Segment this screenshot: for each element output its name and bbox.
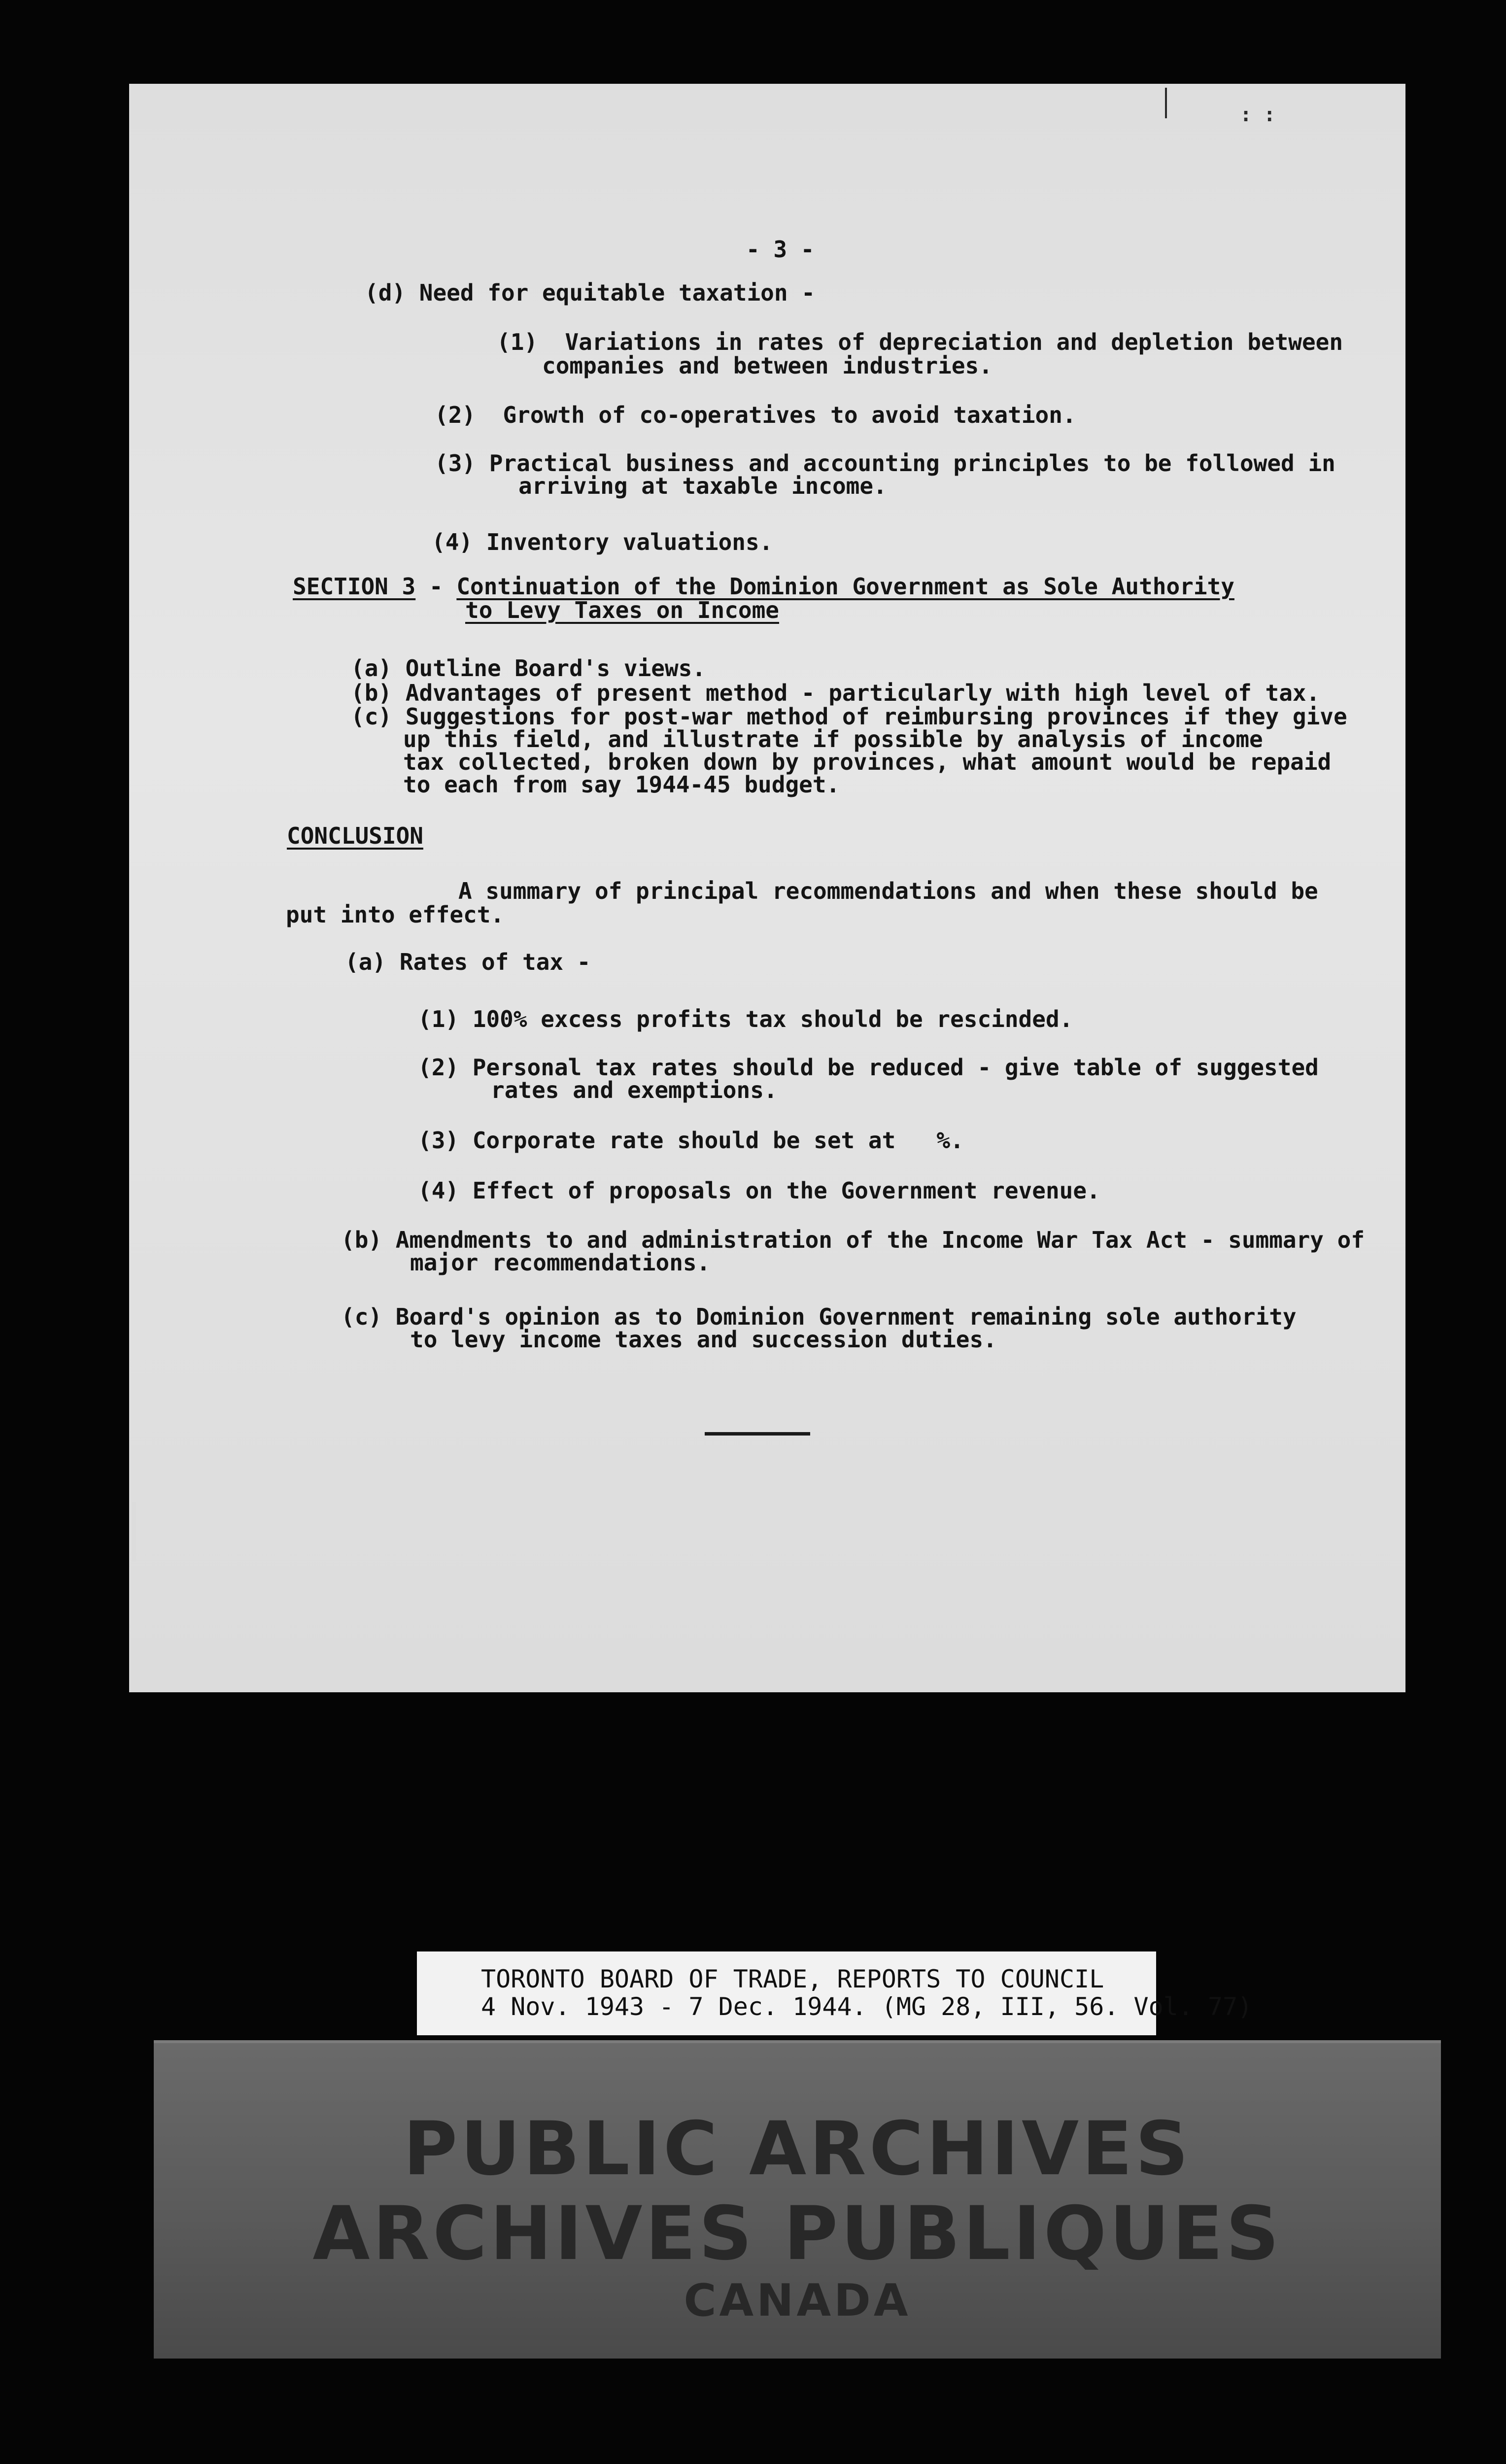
- text-line: (2) Growth of co-operatives to avoid taxation.: [435, 402, 1076, 428]
- conclusion-heading: CONCLUSION: [287, 822, 423, 849]
- archive-caption-label: [417, 1951, 1253, 2035]
- text-line: up this field, and illustrate if possible by analysis of income: [403, 726, 1263, 753]
- text-line: (3) Corporate rate should be set at %.: [418, 1127, 964, 1154]
- section-3-label: SECTION 3: [293, 573, 416, 600]
- section-3-dash: -: [415, 573, 457, 600]
- text-line: (4) Effect of proposals on the Government revenue.: [418, 1177, 1100, 1204]
- archives-stamp-band: [154, 2040, 1441, 2359]
- section-3-heading: [293, 574, 1234, 599]
- text-line: rates and exemptions.: [491, 1077, 778, 1103]
- closing-rule: [705, 1432, 810, 1436]
- text-line: major recommendations.: [410, 1249, 711, 1276]
- page-number: - 3 -: [746, 236, 815, 263]
- text-line: (a) Rates of tax -: [345, 949, 591, 975]
- stamp-line-3: CANADA: [684, 2275, 911, 2327]
- section-3-title-continued: to Levy Taxes on Income: [465, 597, 779, 623]
- text-line: (c) Board's opinion as to Dominion Government remaining sole authority: [341, 1303, 1297, 1330]
- text-line: to each from say 1944-45 budget.: [403, 771, 840, 798]
- text-line: (1) 100% excess profits tax should be rescinded.: [418, 1006, 1073, 1032]
- corner-marks: : :: [1240, 103, 1276, 126]
- text-line: (1) Variations in rates of depreciation and depletion between: [497, 329, 1343, 355]
- stamp-line-1: PUBLIC ARCHIVES: [403, 2106, 1192, 2192]
- text-line: A summary of principal recommendations and when these should be: [458, 878, 1318, 904]
- text-line: put into effect.: [286, 901, 505, 928]
- text-line: (d) Need for equitable taxation -: [365, 279, 815, 306]
- document-page: [129, 84, 1405, 1692]
- text-line: (3) Practical business and accounting principles to be followed in: [435, 450, 1335, 477]
- text-line: (b) Amendments to and administration of the Income War Tax Act - summary of: [341, 1227, 1365, 1253]
- text-line: (4) Inventory valuations.: [432, 529, 773, 555]
- text-line: companies and between industries.: [542, 352, 993, 379]
- text-line: (c) Suggestions for post-war method of reimbursing provinces if they give: [351, 703, 1347, 730]
- text-line: arriving at taxable income.: [518, 473, 887, 499]
- text-line: (a) Outline Board's views.: [351, 655, 706, 682]
- text-line: to levy income taxes and succession duties.: [410, 1326, 997, 1353]
- text-line: tax collected, broken down by provinces, what amount would be repaid: [403, 749, 1332, 775]
- stamp-line-2: ARCHIVES PUBLIQUES: [312, 2191, 1282, 2277]
- text-line: (b) Advantages of present method - particularly with high level of tax.: [351, 680, 1320, 706]
- edge-mark: [132, 1502, 136, 1561]
- text-line: (2) Personal tax rates should be reduced - give table of suggested: [418, 1054, 1319, 1081]
- caption-line-1: TORONTO BOARD OF TRADE, REPORTS TO COUNCIL: [481, 1965, 1104, 1993]
- paper-crease: [1165, 88, 1167, 118]
- section-3-title: Continuation of the Dominion Government as Sole Authority: [456, 573, 1234, 600]
- caption-line-2: 4 Nov. 1943 - 7 Dec. 1944. (MG 28, III, 56. Vol. 77): [481, 1992, 1253, 2021]
